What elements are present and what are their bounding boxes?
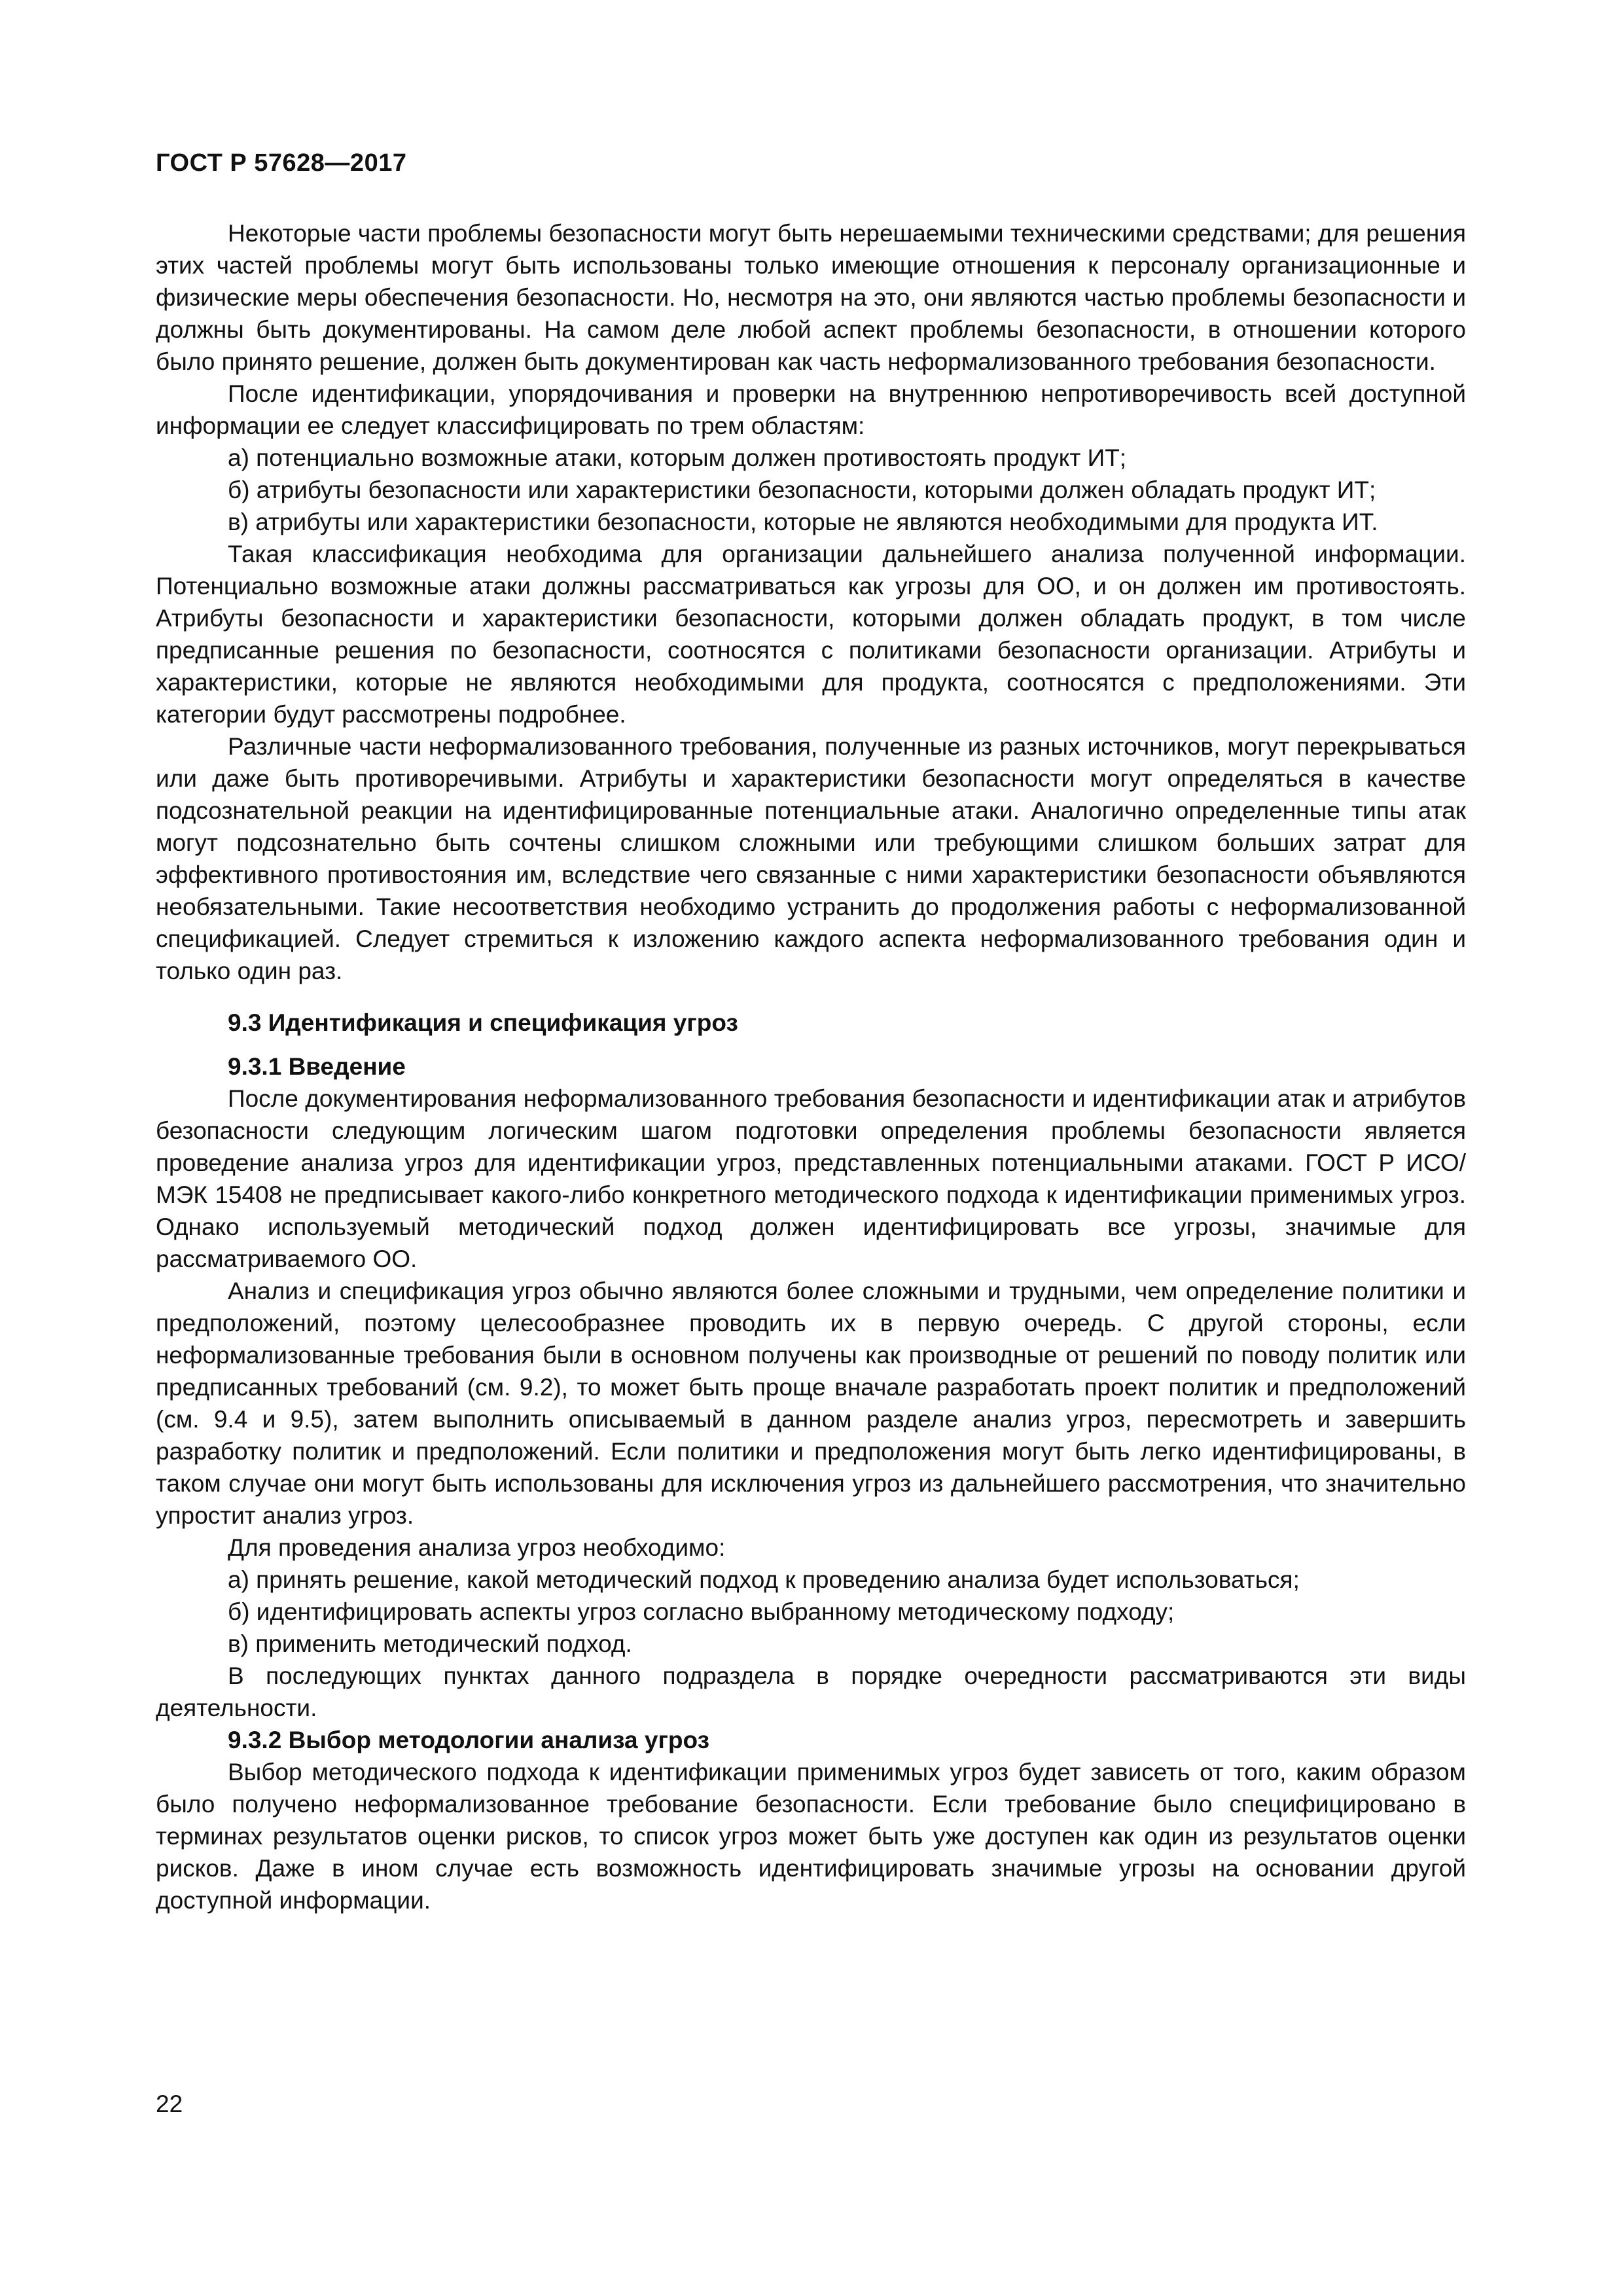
section-heading-9-3: 9.3 Идентификация и спецификация угроз — [228, 1009, 738, 1036]
paragraph: После идентификации, упорядочивания и проверки на внутреннюю непротиворечивость всей доступной информации ее следует классифицировать по трем областям: — [156, 380, 1466, 439]
list-item: в) атрибуты или характеристики безопасности, которые не являются необходимыми для продукта ИТ. — [228, 509, 1378, 535]
paragraph: Некоторые части проблемы безопасности могут быть нерешаемыми техническими средствами; для решения этих частей проблемы могут быть использованы только имеющие отношения к персоналу организационные и физические меры обеспечения безопасности. Но, несмотря на это, они являются частью проблемы безопасности и должны быть документированы. На самом деле любой аспект проблемы безопасности, в отношении которого было принято решение, должен быть документирован как часть неформализованного требования безопасности. — [156, 220, 1466, 375]
standard-header: ГОСТ Р 57628—2017 — [156, 149, 407, 177]
list-item: б) идентифицировать аспекты угроз согласно выбранному методическому подходу; — [228, 1598, 1175, 1625]
paragraph: После документирования неформализованного требования безопасности и идентификации атак и атрибутов безопасности следующим логическим шагом подготовки определения проблемы безопасности является проведение анализа угроз для идентификации угроз, представленных потенциальными атаками. ГОСТ Р ИСО/МЭК 15408 не предписывает какого-либо конкретного методического подхода к идентификации применимых угроз. Однако используемый методический подход должен идентифицировать все угрозы, значимые для рассматриваемого ОО. — [156, 1085, 1466, 1272]
paragraph: Различные части неформализованного требования, полученные из разных источников, могут перекрываться или даже быть противоречивыми. Атрибуты и характеристики безопасности могут определяться в качестве подсознательной реакции на идентифицированные потенциальные атаки. Аналогично определенные типы атак могут подсознательно быть сочтены слишком сложными или требующими слишком больших затрат для эффективного противостояния им, вследствие чего связанные с ними характеристики безопасности объявляются необязательными. Такие несоответствия необходимо устранить до продолжения работы с неформализованной спецификацией. Следует стремиться к изложению каждого аспекта неформализованного требования один и только один раз. — [156, 733, 1466, 984]
paragraph: Для проведения анализа угроз необходимо: — [228, 1534, 726, 1561]
list-item: а) потенциально возможные атаки, которым должен противостоять продукт ИТ; — [228, 444, 1127, 471]
list-item: а) принять решение, какой методический подход к проведению анализа будет использоваться; — [228, 1566, 1300, 1593]
paragraph: В последующих пунктах данного подраздела в порядке очередности рассматриваются эти виды деятельности. — [156, 1662, 1466, 1721]
page-number: 22 — [156, 2090, 183, 2117]
paragraph: Такая классификация необходима для организации дальнейшего анализа полученной информации. Потенциально возможные атаки должны рассматриваться как угрозы для ОО, и он должен им противостоять. Атрибуты безопасности и характеристики безопасности, которыми должен обладать продукт, в том числе предписанные решения по безопасности, соотносятся с политиками безопасности организации. Атрибуты и характеристики, которые не являются необходимыми для продукта, соотносятся с предположениями. Эти категории будут рассмотрены подробнее. — [156, 541, 1466, 728]
subsection-heading-9-3-1: 9.3.1 Введение — [228, 1053, 406, 1080]
paragraph: Анализ и спецификация угроз обычно являются более сложными и трудными, чем определение политики и предположений, поэтому целесообразнее проводить их в первую очередь. С другой стороны, если неформализованные требования были в основном получены как производные от решений по поводу политик или предписанных требований (см. 9.2), то может быть проще вначале разработать проект политик и предположений (см. 9.4 и 9.5), затем выполнить описываемый в данном разделе анализ угроз, пересмотреть и завершить разработку политик и предположений. Если политики и предположения могут быть легко идентифицированы, в таком случае они могут быть использованы для исключения угроз из дальнейшего рассмотрения, что значительно упростит анализ угроз. — [156, 1278, 1466, 1529]
subsection-heading-9-3-2: 9.3.2 Выбор методологии анализа угроз — [228, 1727, 710, 1753]
paragraph: Выбор методического подхода к идентификации применимых угроз будет зависеть от того, каким образом было получено неформализованное требование безопасности. Если требование было специфицировано в терминах результатов оценки рисков, то список угроз может быть уже доступен как один из результатов оценки рисков. Даже в ином случае есть возможность идентифицировать значимые угрозы на основании другой доступной информации. — [156, 1759, 1466, 1914]
list-item: в) применить методический подход. — [228, 1630, 632, 1657]
page-content — [156, 217, 1466, 1916]
list-item: б) атрибуты безопасности или характеристики безопасности, которыми должен обладать продукт ИТ; — [228, 476, 1376, 503]
